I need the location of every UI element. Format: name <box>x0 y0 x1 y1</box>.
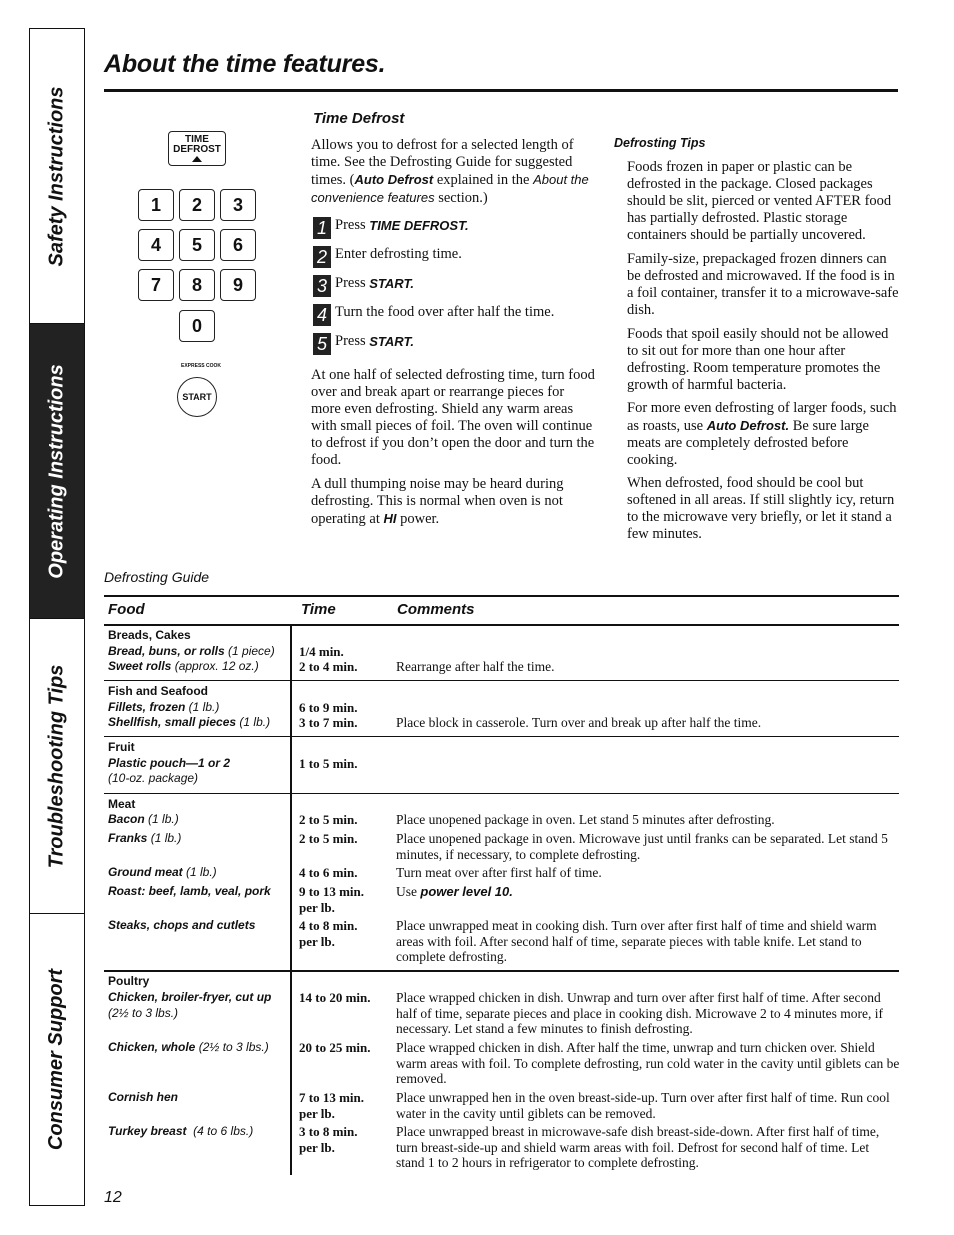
time-defrost-key <box>168 131 226 166</box>
tab-operating-instructions[interactable] <box>30 324 84 619</box>
food-qty: (2½ to 3 lbs.) <box>195 1040 269 1054</box>
food-qty: (2½ to 3 lbs.) <box>108 1005 179 1020</box>
table-row-fruit-food <box>108 740 290 787</box>
step-1 <box>313 217 469 239</box>
category-label: Poultry <box>108 974 150 988</box>
food-name: Bacon <box>108 812 145 826</box>
step-number: 5 <box>313 333 331 355</box>
tab-safety-instructions[interactable] <box>30 29 84 324</box>
col-header-food: Food <box>108 601 145 618</box>
food-name: Cornish hen <box>108 1090 179 1104</box>
time-value <box>299 1124 391 1155</box>
food-qty: (4 to 6 lbs.) <box>186 1124 254 1138</box>
time-value: 1/4 min. <box>299 644 344 659</box>
row-rule <box>104 736 899 737</box>
tips-para-3: Foods that spoil easily should not be allowed to sit out for more than one hour after defrosting. Room temperature promotes the growth of harmful bacteria. <box>627 326 889 393</box>
category-label: Breads, Cakes <box>108 628 191 642</box>
start-key: START <box>177 377 217 417</box>
time-line: 4 to 8 min. <box>299 918 358 933</box>
title-rule <box>104 89 898 92</box>
food-qty: (1 piece) <box>224 643 275 658</box>
comment-part: Use <box>396 884 421 899</box>
food-qty: (approx. 12 oz.) <box>171 659 259 673</box>
intro-text: section.) <box>434 190 488 206</box>
table-row-roast <box>108 884 290 900</box>
table-row-franks <box>108 831 290 847</box>
time-line: 7 to 13 min. <box>299 1090 364 1105</box>
food-name: Plastic pouch—1 or 2 <box>108 755 231 770</box>
comment-text: Place unwrapped meat in cooking dish. Turn over after first half of time and shield warm areas with foil. After second half of time, separate pieces with table knife. Let stand to complete defrosting. <box>396 918 877 964</box>
comment-text: Place unwrapped hen in the oven breast-side-up. Turn over after first half of time. Run cool water in the cavity until giblets can be removed. <box>396 1090 890 1121</box>
tab-label: Troubleshooting Tips <box>45 664 68 868</box>
food-qty: (1 lb.) <box>147 831 182 845</box>
food-name: Chicken, broiler-fryer, cut up <box>108 990 272 1004</box>
comment-text: Place unwrapped breast in microwave-safe dish breast-side-down. After first half of time, turn breast-side-up and shield warm areas with foil. Defrost for second half of time. Let stand 1 to 2 hours in refrigerator to complete defrosting. <box>396 1124 880 1170</box>
row-rule <box>104 680 899 681</box>
time-line: 9 to 13 min. <box>299 884 364 899</box>
time-defrost-heading: Time Defrost <box>313 110 405 127</box>
time-value <box>299 884 391 915</box>
comment-text <box>396 884 900 900</box>
time-line: per lb. <box>299 1105 335 1121</box>
column-divider <box>290 624 292 1175</box>
step-bold: START. <box>369 276 415 291</box>
col-header-time: Time <box>301 601 336 618</box>
row-rule <box>104 793 899 794</box>
food-qty: (10-oz. package) <box>108 771 199 785</box>
tab-label: Safety Instructions <box>45 85 68 267</box>
step-text: Turn the food over after half the time. <box>335 304 555 320</box>
food-name: Turkey breast <box>108 1124 187 1138</box>
table-row-cornish-hen <box>108 1090 290 1106</box>
tab-label: Operating Instructions <box>45 363 68 579</box>
food-qty: (1 lb.) <box>185 699 220 714</box>
tips-para-2: Family-size, prepackaged frozen dinners can be defrosted and microwaved. If the food is in a foil container, transfer it to a microwave-safe dish. <box>627 251 899 318</box>
time-line: per lb. <box>299 899 335 915</box>
table-row-fish-food <box>108 684 290 731</box>
digit-key-3: 3 <box>220 189 256 221</box>
tab-consumer-support[interactable] <box>30 914 84 1205</box>
intro-bold: Auto Defrost <box>354 172 434 187</box>
table-row-turkey-breast <box>108 1124 290 1140</box>
food-qty: (1 lb.) <box>236 715 271 729</box>
food-name: Chicken, whole <box>108 1040 196 1054</box>
para-bold: HI <box>383 511 397 526</box>
comment-text: Place wrapped chicken in dish. After half the time, unwrap and turn chicken over. Shield warm areas with foil. To complete defrosting, run cold water in the cavity until giblets can be removed. <box>396 1040 900 1086</box>
digit-key-8: 8 <box>179 269 215 301</box>
time-value: 3 to 7 min. <box>299 715 358 730</box>
header-rule <box>104 624 899 626</box>
time-defrost-para-2 <box>311 476 586 528</box>
side-tabs <box>29 28 85 1206</box>
digit-key-1: 1 <box>138 189 174 221</box>
food-qty: (1 lb.) <box>144 812 179 826</box>
time-value: 2 to 5 min. <box>299 812 358 827</box>
comment-text: Place block in casserole. Turn over and break up after half the time. <box>396 715 762 730</box>
tips-para-1: Foods frozen in paper or plastic can be defrosted in the package. Closed packages should be slit, pierced or vented AFTER food has partially defrosted. Plastic storage containers should be partially uncovered. <box>627 159 892 243</box>
time-line: 3 to 8 min. <box>299 1124 358 1139</box>
page-number: 12 <box>104 1189 122 1206</box>
triangle-icon <box>192 156 202 162</box>
time-value: 1 to 5 min. <box>299 756 358 771</box>
comment-text: Place unopened package in oven. Microwave just until franks can be separated. Let stand 5 minutes, if necessary, to complete defrosting. <box>396 831 888 862</box>
table-row-meat-category <box>108 797 290 813</box>
row-rule <box>104 970 899 972</box>
col-header-comments: Comments <box>397 601 475 618</box>
food-name: Roast: beef, lamb, veal, pork <box>108 884 271 898</box>
step-5 <box>313 333 414 355</box>
para-text: Be sure large meats are completely defrosted before cooking. <box>627 418 869 468</box>
key-label: TIME <box>185 134 209 145</box>
category-label: Fish and Seafood <box>108 684 209 698</box>
step-text: Press <box>335 333 366 349</box>
tips-para-5: When defrosted, food should be cool but softened in all areas. If still slightly icy, return to the microwave very briefly, or let it stand a few minutes. <box>627 475 895 542</box>
digit-key-5: 5 <box>179 229 215 261</box>
food-name: Sweet rolls <box>108 659 172 673</box>
food-name: Franks <box>108 831 148 845</box>
time-defrost-intro <box>311 137 596 207</box>
step-2 <box>313 246 462 268</box>
digit-key-0: 0 <box>179 310 215 342</box>
guide-caption: Defrosting Guide <box>104 569 210 585</box>
food-name: Steaks, chops and cutlets <box>108 918 256 932</box>
food-name: Ground meat <box>108 865 183 879</box>
food-name: Shellfish, small pieces <box>108 715 237 729</box>
step-bold: TIME DEFROST. <box>369 218 469 233</box>
intro-text: Allows you to defrost for a selected length of time. See the Defrosting Guide for suggested times. ( <box>311 137 574 188</box>
para-bold: Auto Defrost. <box>706 418 790 433</box>
step-bold: START. <box>369 334 415 349</box>
food-name: Fillets, frozen <box>108 699 186 714</box>
para-text: For more even defrosting of larger foods, such as roasts, use <box>627 400 897 434</box>
step-number: 2 <box>313 246 331 268</box>
time-value: 20 to 25 min. <box>299 1040 371 1055</box>
category-label: Meat <box>108 797 136 811</box>
digit-key-4: 4 <box>138 229 174 261</box>
table-row-bacon <box>108 812 290 828</box>
time-value <box>299 918 391 949</box>
time-line: per lb. <box>299 1139 335 1155</box>
express-cook-label: EXPRESS COOK <box>181 363 222 369</box>
time-value: 4 to 6 min. <box>299 865 358 880</box>
key-label: DEFROST <box>173 144 221 155</box>
table-row-broiler <box>108 990 290 1021</box>
step-3 <box>313 275 414 297</box>
time-line: per lb. <box>299 933 335 949</box>
defrosting-tips-heading: Defrosting Tips <box>614 136 706 150</box>
digit-key-6: 6 <box>220 229 256 261</box>
comment-bold: power level 10. <box>420 884 513 899</box>
digit-key-9: 9 <box>220 269 256 301</box>
food-name: Bread, buns, or rolls <box>108 643 225 658</box>
time-defrost-para-1: At one half of selected defrosting time, turn food over and break apart or rearrange pieces for more even defrosting. Shield any warm areas with small pieces of foil. The oven will continue to defrost if you don’t open the door and turn the food. <box>311 367 595 468</box>
table-top-rule <box>104 595 899 597</box>
intro-italic: About the convenience features <box>311 172 589 205</box>
table-row-breads-food <box>108 628 290 675</box>
page-title: About the time features. <box>104 50 386 78</box>
tab-label: Consumer Support <box>45 968 68 1151</box>
tab-troubleshooting-tips[interactable] <box>30 619 84 914</box>
comment-text: Rearrange after half the time. <box>396 659 555 674</box>
para-text: power. <box>396 511 440 527</box>
comment-text: Turn meat over after first half of time. <box>396 865 602 880</box>
comment-text: Place wrapped chicken in dish. Unwrap and turn over after first half of time. After second half of time, separate pieces and place in cooking dish. Microwave 2 to 4 minutes more, if necessary. Let stand a few minutes to finish defrosting. <box>396 990 883 1036</box>
digit-key-2: 2 <box>179 189 215 221</box>
para-text: A dull thumping noise may be heard during defrosting. This is normal when oven is not operating at <box>311 476 564 527</box>
time-value: 14 to 20 min. <box>299 990 371 1005</box>
table-row-steaks <box>108 918 290 934</box>
time-value: 2 to 4 min. <box>299 659 358 674</box>
table-row-poultry-category <box>108 974 290 990</box>
step-text: Enter defrosting time. <box>335 246 462 262</box>
step-text: Press <box>335 275 366 291</box>
step-4 <box>313 304 554 326</box>
step-text: Press <box>335 217 366 233</box>
intro-text: explained in the <box>433 172 534 188</box>
step-number: 1 <box>313 217 331 239</box>
food-qty: (1 lb.) <box>182 865 217 879</box>
table-row-whole-chicken <box>108 1040 290 1056</box>
digit-key-7: 7 <box>138 269 174 301</box>
time-value: 6 to 9 min. <box>299 700 358 715</box>
time-value: 2 to 5 min. <box>299 831 358 846</box>
step-number: 3 <box>313 275 331 297</box>
time-value <box>299 1090 391 1121</box>
step-number: 4 <box>313 304 331 326</box>
tips-para-4 <box>627 400 899 469</box>
category-label: Fruit <box>108 740 135 754</box>
comment-text: Place unopened package in oven. Let stand 5 minutes after defrosting. <box>396 812 775 827</box>
table-row-ground-meat <box>108 865 290 881</box>
